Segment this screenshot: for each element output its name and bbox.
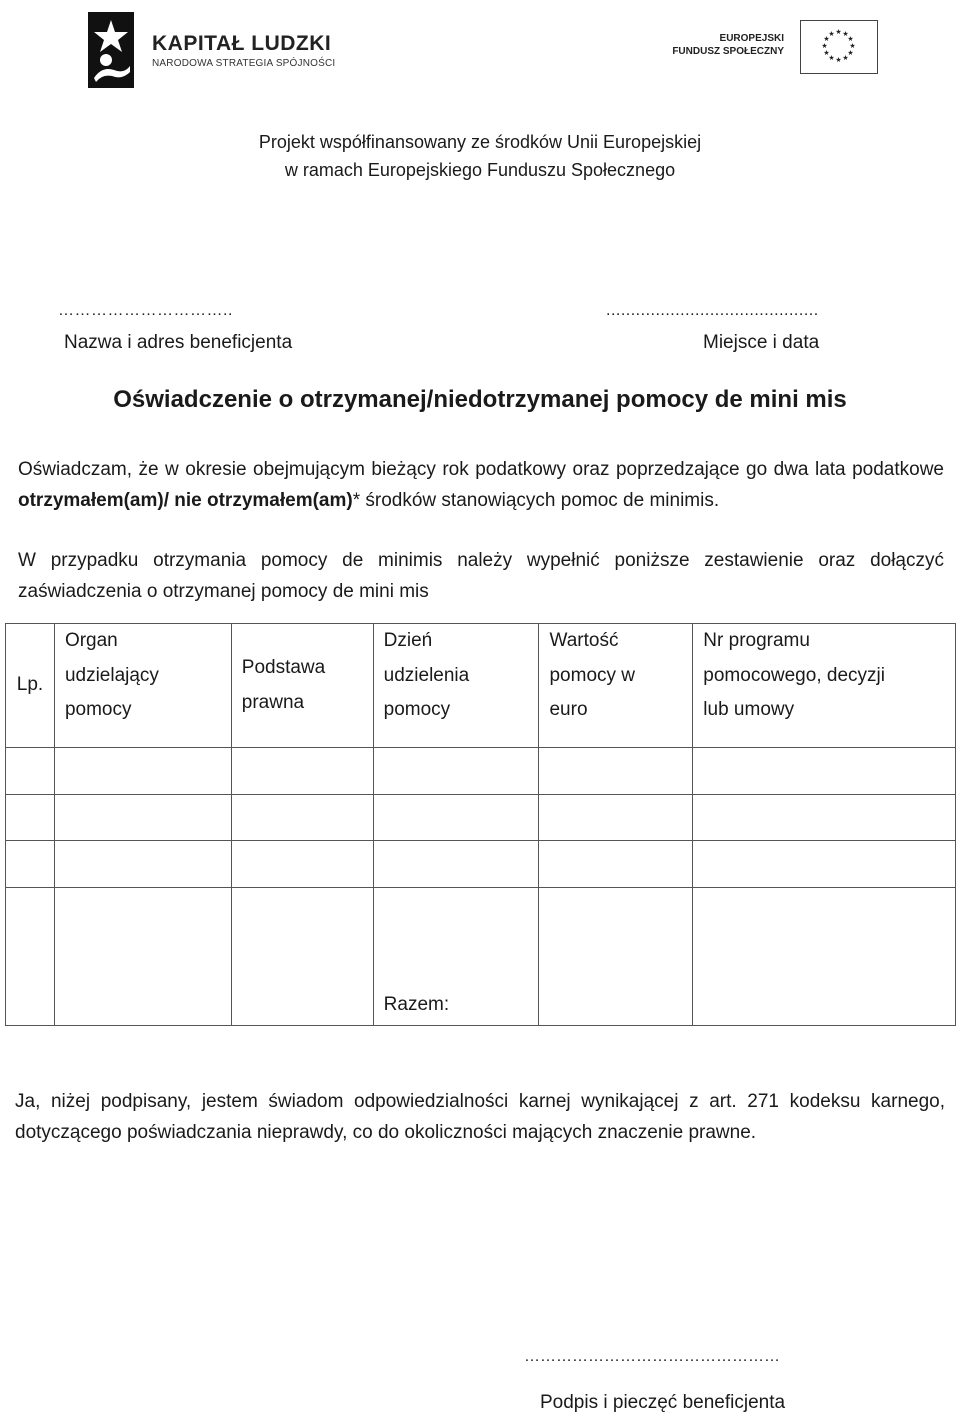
table-cell[interactable] <box>6 887 55 1025</box>
table-cell[interactable] <box>373 794 539 841</box>
document-title: Oświadczenie o otrzymanej/niedotrzymanej pomocy de mini mis <box>113 386 847 413</box>
table-total-row <box>6 887 956 1025</box>
header-organ-line3: pomocy <box>64 699 132 720</box>
table-cell[interactable] <box>54 748 231 795</box>
header-dzien <box>373 624 539 748</box>
de-minimis-aid-table <box>5 623 956 1026</box>
table-cell[interactable] <box>539 841 693 888</box>
table-cell[interactable] <box>6 748 55 795</box>
header-nr-line1: Nr programu <box>703 630 810 651</box>
table-cell[interactable] <box>231 887 373 1025</box>
statement-received-choice: otrzymałem(am)/ nie otrzymałem(am) <box>18 489 353 511</box>
header-dzien-line3: pomocy <box>383 699 451 720</box>
header-organ-line2: udzielający <box>64 664 159 686</box>
svg-text:★: ★ <box>821 42 828 50</box>
table-cell[interactable] <box>231 841 373 888</box>
place-date-label: Miejsce i data <box>703 332 820 353</box>
instruction-paragraph: W przypadku otrzymania pomocy de minimis należy wypełnić poniższe zestawienie oraz dołączyć zaświadczenia o otrzymanej pomocy de mini mis <box>18 550 944 602</box>
signature-dotted-line: ………………………………………… <box>524 1348 780 1365</box>
header-nr-programu <box>693 624 956 748</box>
table-cell[interactable] <box>54 887 231 1025</box>
header-wartosc-line3: euro <box>549 699 588 720</box>
table-cell[interactable] <box>693 887 956 1025</box>
cofinance-line-1: Projekt współfinansowany ze środków Unii Europejskiej <box>258 132 702 152</box>
svg-text:★: ★ <box>835 28 842 36</box>
header-lp: Lp. <box>6 624 55 748</box>
table-cell[interactable] <box>6 841 55 888</box>
efs-logo <box>672 18 880 76</box>
table-cell[interactable] <box>373 748 539 795</box>
svg-text:★: ★ <box>847 35 854 43</box>
header-podstawa <box>231 624 373 748</box>
header-podstawa-line2: prawna <box>241 691 305 713</box>
table-cell[interactable] <box>231 748 373 795</box>
efs-logo-line2: FUNDUSZ SPOŁECZNY <box>672 46 784 57</box>
header-organ <box>54 624 231 748</box>
efs-logo-line1: EUROPEJSKI <box>719 33 784 44</box>
svg-text:★: ★ <box>849 42 856 50</box>
header-nr-line3: lub umowy <box>703 699 795 720</box>
place-date-dotted-line: ........................................... <box>606 302 819 319</box>
table-row <box>6 794 956 841</box>
eu-flag-stars-icon <box>800 20 878 74</box>
table-cell[interactable] <box>693 748 956 795</box>
kl-logo-subtitle: NARODOWA STRATEGIA SPÓJNOŚCI <box>152 58 336 69</box>
table-cell[interactable] <box>373 841 539 888</box>
table-header-row <box>6 624 956 748</box>
kapital-ludzki-logo <box>80 6 380 90</box>
svg-text:★: ★ <box>828 54 835 62</box>
table-cell[interactable] <box>54 841 231 888</box>
statement-text-part2: * środków stanowiących pomoc de minimis. <box>352 489 720 511</box>
svg-text:★: ★ <box>835 56 842 64</box>
table-cell[interactable] <box>6 794 55 841</box>
efs-logo-text <box>672 32 784 58</box>
statement-paragraph <box>18 455 944 516</box>
header-organ-line1: Organ <box>64 630 118 651</box>
table-cell[interactable] <box>539 748 693 795</box>
header-dzien-line2: udzielenia <box>383 664 470 686</box>
total-label-cell: Razem: <box>373 887 539 1025</box>
table-cell[interactable] <box>231 794 373 841</box>
header-podstawa-line1: Podstawa <box>241 657 326 678</box>
svg-text:★: ★ <box>842 30 849 38</box>
signature-label: Podpis i pieczęć beneficjenta <box>540 1392 786 1413</box>
header-wartosc <box>539 624 693 748</box>
svg-text:★: ★ <box>823 49 830 57</box>
declaration-paragraph: Ja, niżej podpisany, jestem świadom odpowiedzialności karnej wynikającej z art. 271 kodeksu karnego, dotyczącego poświadczania nieprawdy, co do okoliczności mających znaczenie prawne. <box>15 1091 945 1143</box>
header-nr-line2: pomocowego, decyzji <box>703 664 885 686</box>
cofinance-line-2: w ramach Europejskiego Funduszu Społecznego <box>284 160 676 180</box>
header-dzien-line1: Dzień <box>383 630 433 651</box>
statement-text-part1: Oświadczam, że w okresie obejmującym bieżący rok podatkowy oraz poprzedzające go dwa lata podatkowe <box>18 459 944 480</box>
table-row <box>6 748 956 795</box>
header-wartosc-line1: Wartość <box>549 630 619 651</box>
svg-text:★: ★ <box>847 49 854 57</box>
svg-text:★: ★ <box>842 54 849 62</box>
kapital-ludzki-star-figure-icon <box>80 6 142 90</box>
table-cell[interactable] <box>693 794 956 841</box>
beneficiary-dotted-line: ………………………….. <box>58 302 233 319</box>
kl-logo-title: KAPITAŁ LUDZKI <box>152 32 332 55</box>
svg-text:★: ★ <box>828 30 835 38</box>
header-wartosc-line2: pomocy w <box>549 664 636 686</box>
beneficiary-label: Nazwa i adres beneficjenta <box>64 332 293 353</box>
table-cell[interactable] <box>54 794 231 841</box>
table-cell[interactable] <box>693 841 956 888</box>
total-value-cell[interactable] <box>539 887 693 1025</box>
svg-text:★: ★ <box>823 35 830 43</box>
table-cell[interactable] <box>539 794 693 841</box>
table-row <box>6 841 956 888</box>
